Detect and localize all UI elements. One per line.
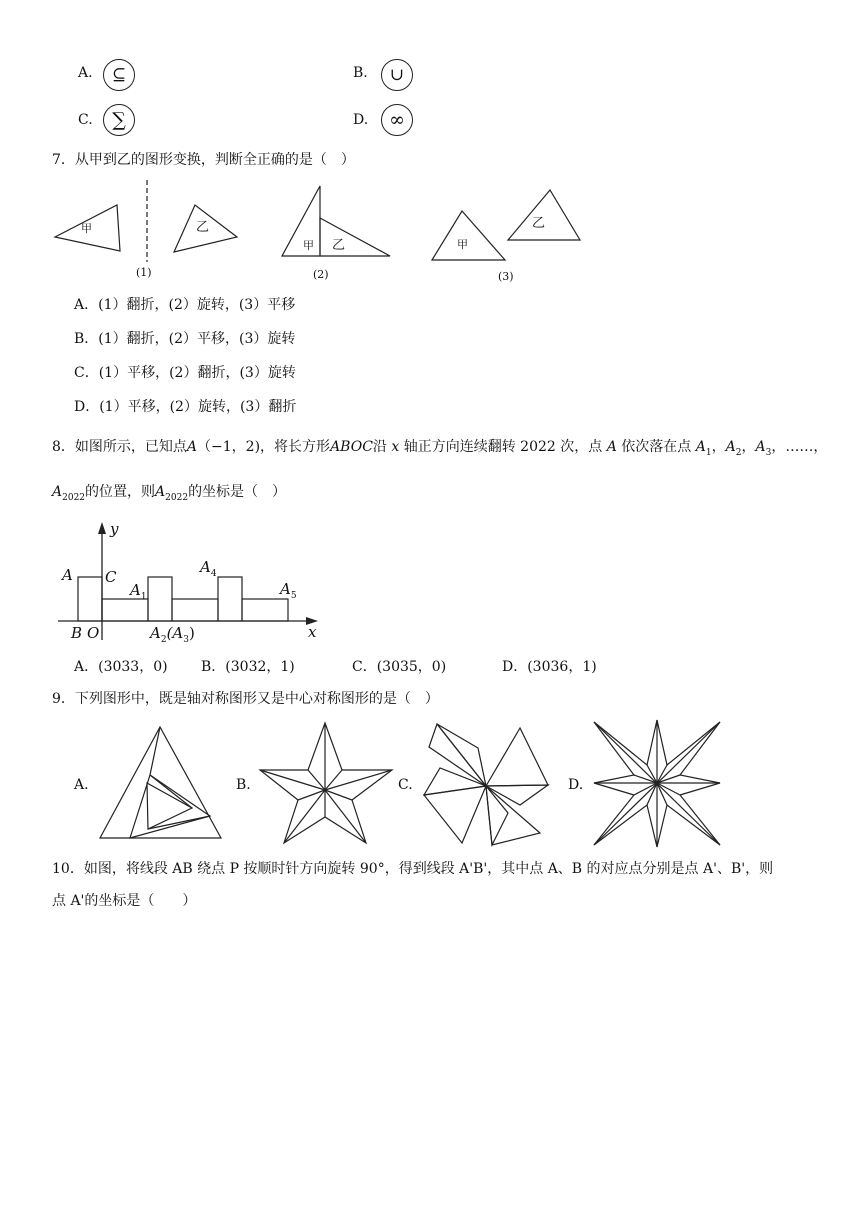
- q8-graph-label-b: B: [71, 624, 83, 642]
- q8-stem-x: x: [391, 439, 400, 455]
- q8-point-a2022-b: A: [155, 484, 166, 500]
- q8-ellipsis: ，……，: [771, 439, 828, 455]
- q9-option-c-label[interactable]: C.: [398, 777, 413, 793]
- q8-stem-part: 8．如图所示，已知点: [52, 439, 187, 455]
- q8-point-a2022-sub: 2022: [62, 492, 86, 503]
- q7-option-c[interactable]: C．(1）平移，(2）翻折，(3）旋转: [74, 365, 296, 381]
- q8-graph-y-label: y: [110, 520, 119, 538]
- q8-graph-label-a: A: [62, 566, 73, 584]
- q7-caption-1: (1): [136, 266, 152, 279]
- q9-figure-b-star: [260, 723, 392, 843]
- q8-stem-part: 的位置，则: [85, 484, 156, 500]
- q8-option-d[interactable]: D．(3036，1): [502, 659, 597, 675]
- q7-option-a[interactable]: A．(1）翻折，(2）旋转，(3）平移: [74, 297, 296, 313]
- q9-stem: 9．下列图形中，既是轴对称图形又是中心对称图形的是（ ）: [52, 691, 439, 707]
- q8-graph-x-label: x: [308, 623, 317, 641]
- q7-fig1-label-yi: 乙: [196, 220, 210, 235]
- q8-point-a2-sub: 2: [735, 447, 742, 458]
- infinity-icon: ∞: [389, 109, 405, 131]
- q8-graph-label-a2-sub: 2: [160, 635, 167, 645]
- q8-option-b[interactable]: B．(3032，1): [201, 659, 295, 675]
- q8-stem-line1: 8．如图所示，已知点A（−1，2)，将长方形ABOC沿 x 轴正方向连续翻转 2022 次，点 A 依次落在点 $A_1$，$A_2$，$A_3$，……，: [52, 439, 828, 458]
- q8-graph-label-a4-letter: A: [200, 558, 211, 576]
- q8-graph-label-a3-letter: (A: [166, 624, 184, 642]
- union-icon: ∪: [389, 65, 405, 85]
- q7-fig2-label-jia: 甲: [303, 239, 314, 252]
- q8-option-c[interactable]: C．(3035，0): [352, 659, 447, 675]
- q8-stem-part: 依次落在点: [621, 439, 692, 455]
- q6-option-d-label[interactable]: D.: [353, 112, 369, 128]
- q9-figure-d-eight-point-star: [594, 720, 720, 847]
- q7-fig3-label-jia: 甲: [457, 238, 468, 251]
- q8-graph-label-a1-letter: A: [130, 581, 141, 599]
- q8-graph-label-a5-sub: 5: [290, 591, 297, 601]
- q8-graph-label-c: C: [105, 568, 117, 586]
- q8-stem-part: 沿: [372, 439, 387, 455]
- sigma-icon: ∑: [112, 109, 126, 131]
- q7-caption-3: (3): [498, 270, 514, 283]
- q10-stem-line2: 点 A'的坐标是（ ）: [52, 893, 197, 909]
- q8-stem-point-a2: A: [606, 439, 617, 455]
- q7-option-d[interactable]: D．(1）平移，(2）旋转，(3）翻折: [74, 399, 297, 415]
- q8-stem-part: 轴正方向连续翻转 2022 次，点: [403, 439, 603, 455]
- q8-graph-label-a1-sub: 1: [140, 592, 147, 602]
- q7-fig2-label-yi: 乙: [332, 238, 346, 253]
- subseteq-icon: ⊆: [111, 65, 127, 85]
- q10-stem-line1: 10．如图，将线段 AB 绕点 P 按顺时针方向旋转 90°，得到线段 A'B'，其中点 A、B 的对应点分别是点 A'、B'，则: [52, 861, 774, 877]
- q7-option-b[interactable]: B．(1）翻折，(2）平移，(3）旋转: [74, 331, 296, 347]
- q9-option-b-label[interactable]: B.: [236, 777, 251, 793]
- q8-graph-label-a3-close: ): [189, 624, 195, 642]
- q7-stem: 7．从甲到乙的图形变换，判断全正确的是（ ）: [52, 152, 355, 168]
- q7-caption-2: (2): [313, 268, 329, 281]
- q9-figure-c-pinwheel: [424, 724, 548, 845]
- q8-graph-label-a2-letter: A: [150, 624, 161, 642]
- q8-point-a3: A: [755, 439, 766, 455]
- q6-option-a-label[interactable]: A.: [78, 65, 93, 81]
- q6-option-c-label[interactable]: C.: [78, 112, 93, 128]
- q8-graph-label-o: O: [87, 624, 100, 642]
- q9-figure-a-nested-triangles: [100, 727, 221, 838]
- q8-point-a1: A: [695, 439, 706, 455]
- q9-option-a-label[interactable]: A.: [74, 777, 89, 793]
- q7-fig1-label-jia: 甲: [81, 222, 92, 235]
- q8-stem-point-a: A: [186, 439, 198, 455]
- q8-point-a2022-b-sub: 2022: [165, 492, 189, 503]
- q9-option-d-label[interactable]: D.: [568, 777, 584, 793]
- q8-stem-part: （−1，2)，将长方形: [197, 439, 331, 455]
- q6-option-b-label[interactable]: B.: [353, 65, 368, 81]
- q8-point-a2022: A: [52, 484, 63, 500]
- q8-graph-label-a3-sub: 3: [183, 635, 189, 645]
- q8-stem-rect: ABOC: [330, 439, 373, 455]
- q8-graph-label-a4-sub: 4: [210, 569, 217, 579]
- q8-graph-label-a5-letter: A: [280, 580, 291, 598]
- q8-stem-part: 的坐标是（ ）: [188, 484, 287, 500]
- q7-fig3-label-yi: 乙: [532, 216, 546, 231]
- q8-point-a2: A: [725, 439, 736, 455]
- q8-option-a[interactable]: A．(3033，0): [74, 659, 168, 675]
- q8-point-a1-sub: 1: [705, 447, 712, 458]
- q8-point-a3-sub: 3: [765, 447, 772, 458]
